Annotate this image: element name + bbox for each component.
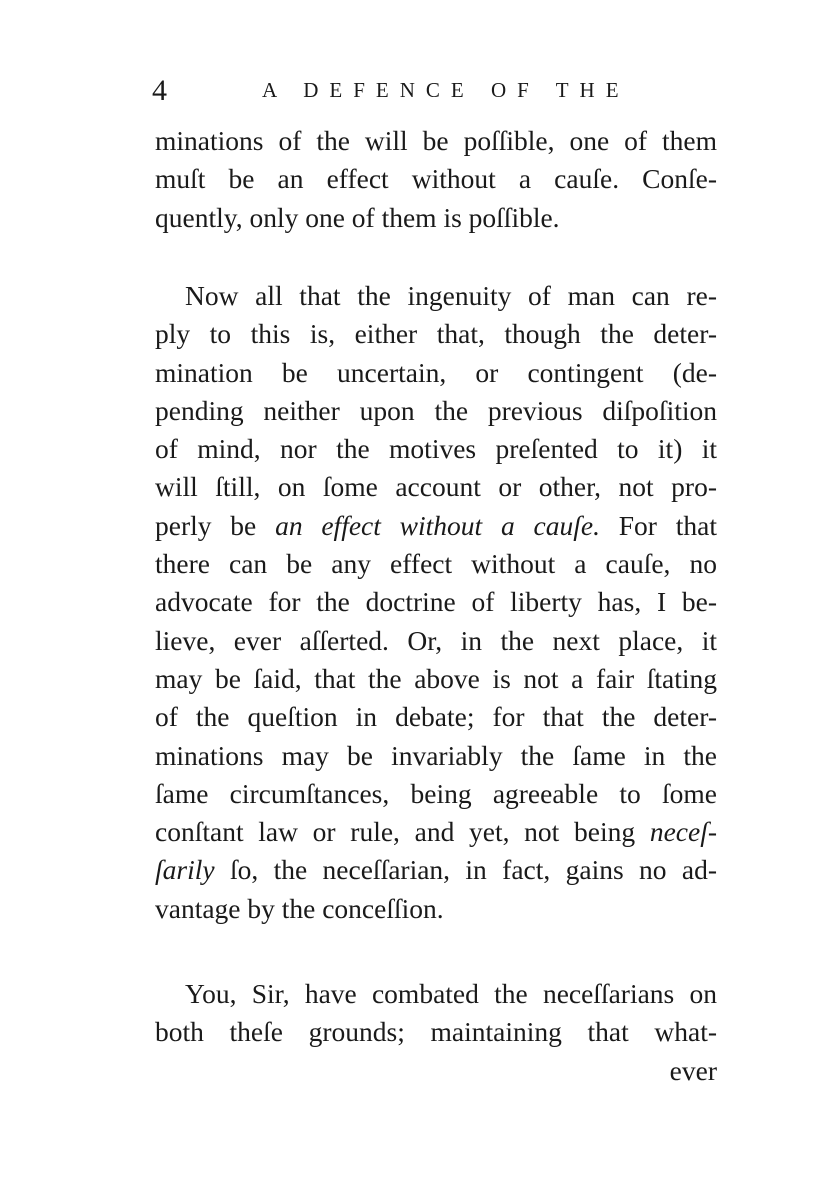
- text-line: ply to this is, either that, though the deter-: [155, 318, 717, 350]
- text-line: may be ſaid, that the above is not a fair ſtating: [155, 662, 717, 694]
- text-line: vantage by the conceſſion.: [155, 892, 444, 924]
- page-number: 4: [152, 74, 167, 107]
- catchword-block: [155, 1052, 717, 1090]
- text-line: ſame circumſtances, being agreeable to ſome: [155, 777, 717, 809]
- paragraph-1: [155, 122, 717, 237]
- text-line: quently, only one of them is poſſible.: [155, 201, 560, 233]
- paragraph-3: [155, 975, 717, 1052]
- text-line: pending neither upon the previous diſpoſition: [155, 394, 717, 426]
- italic-word: neceſ-: [649, 816, 717, 848]
- text-line: mination be uncertain, or contingent (de-: [155, 356, 717, 388]
- text-line: of mind, nor the motives preſented to it) it: [155, 433, 717, 465]
- catchword: ever: [669, 1055, 717, 1086]
- text-line: minations may be invariably the ſame in the: [155, 739, 717, 771]
- running-head-title: A DEFENCE OF THE: [262, 78, 630, 102]
- text-line-mixed: [155, 813, 717, 851]
- italic-phrase: an effect without a cauſe.: [275, 509, 600, 541]
- text-line: advocate for the doctrine of liberty has, I be-: [155, 586, 717, 618]
- text-line: minations of the will be poſſible, one of them: [155, 125, 717, 156]
- text-line: You, Sir, have combated the neceſſarians on: [185, 978, 717, 1009]
- italic-word: ſarily: [155, 854, 215, 886]
- text-line: muſt be an effect without a cauſe. Conſe-: [155, 163, 717, 195]
- running-head: [152, 70, 732, 110]
- text-line: there can be any effect without a cauſe, no: [155, 548, 717, 580]
- paragraph-2: [155, 277, 717, 928]
- text-segment: ſo, the neceſſarian, in fact, gains no ad-: [229, 854, 718, 886]
- text-segment: perly be: [155, 509, 257, 541]
- text-segment: conſtant law or rule, and yet, not being: [155, 816, 636, 848]
- text-segment: For that: [618, 509, 717, 541]
- text-line: of the queſtion in debate; for that the deter-: [155, 701, 717, 733]
- text-line: Now all that the ingenuity of man can re-: [185, 280, 717, 311]
- text-line-mixed: [155, 851, 717, 889]
- text-line-mixed: [155, 507, 717, 545]
- text-line: both theſe grounds; maintaining that what-: [155, 1016, 717, 1048]
- text-line: will ſtill, on ſome account or other, not pro-: [155, 471, 717, 503]
- text-line: lieve, ever aſſerted. Or, in the next place, it: [155, 624, 717, 656]
